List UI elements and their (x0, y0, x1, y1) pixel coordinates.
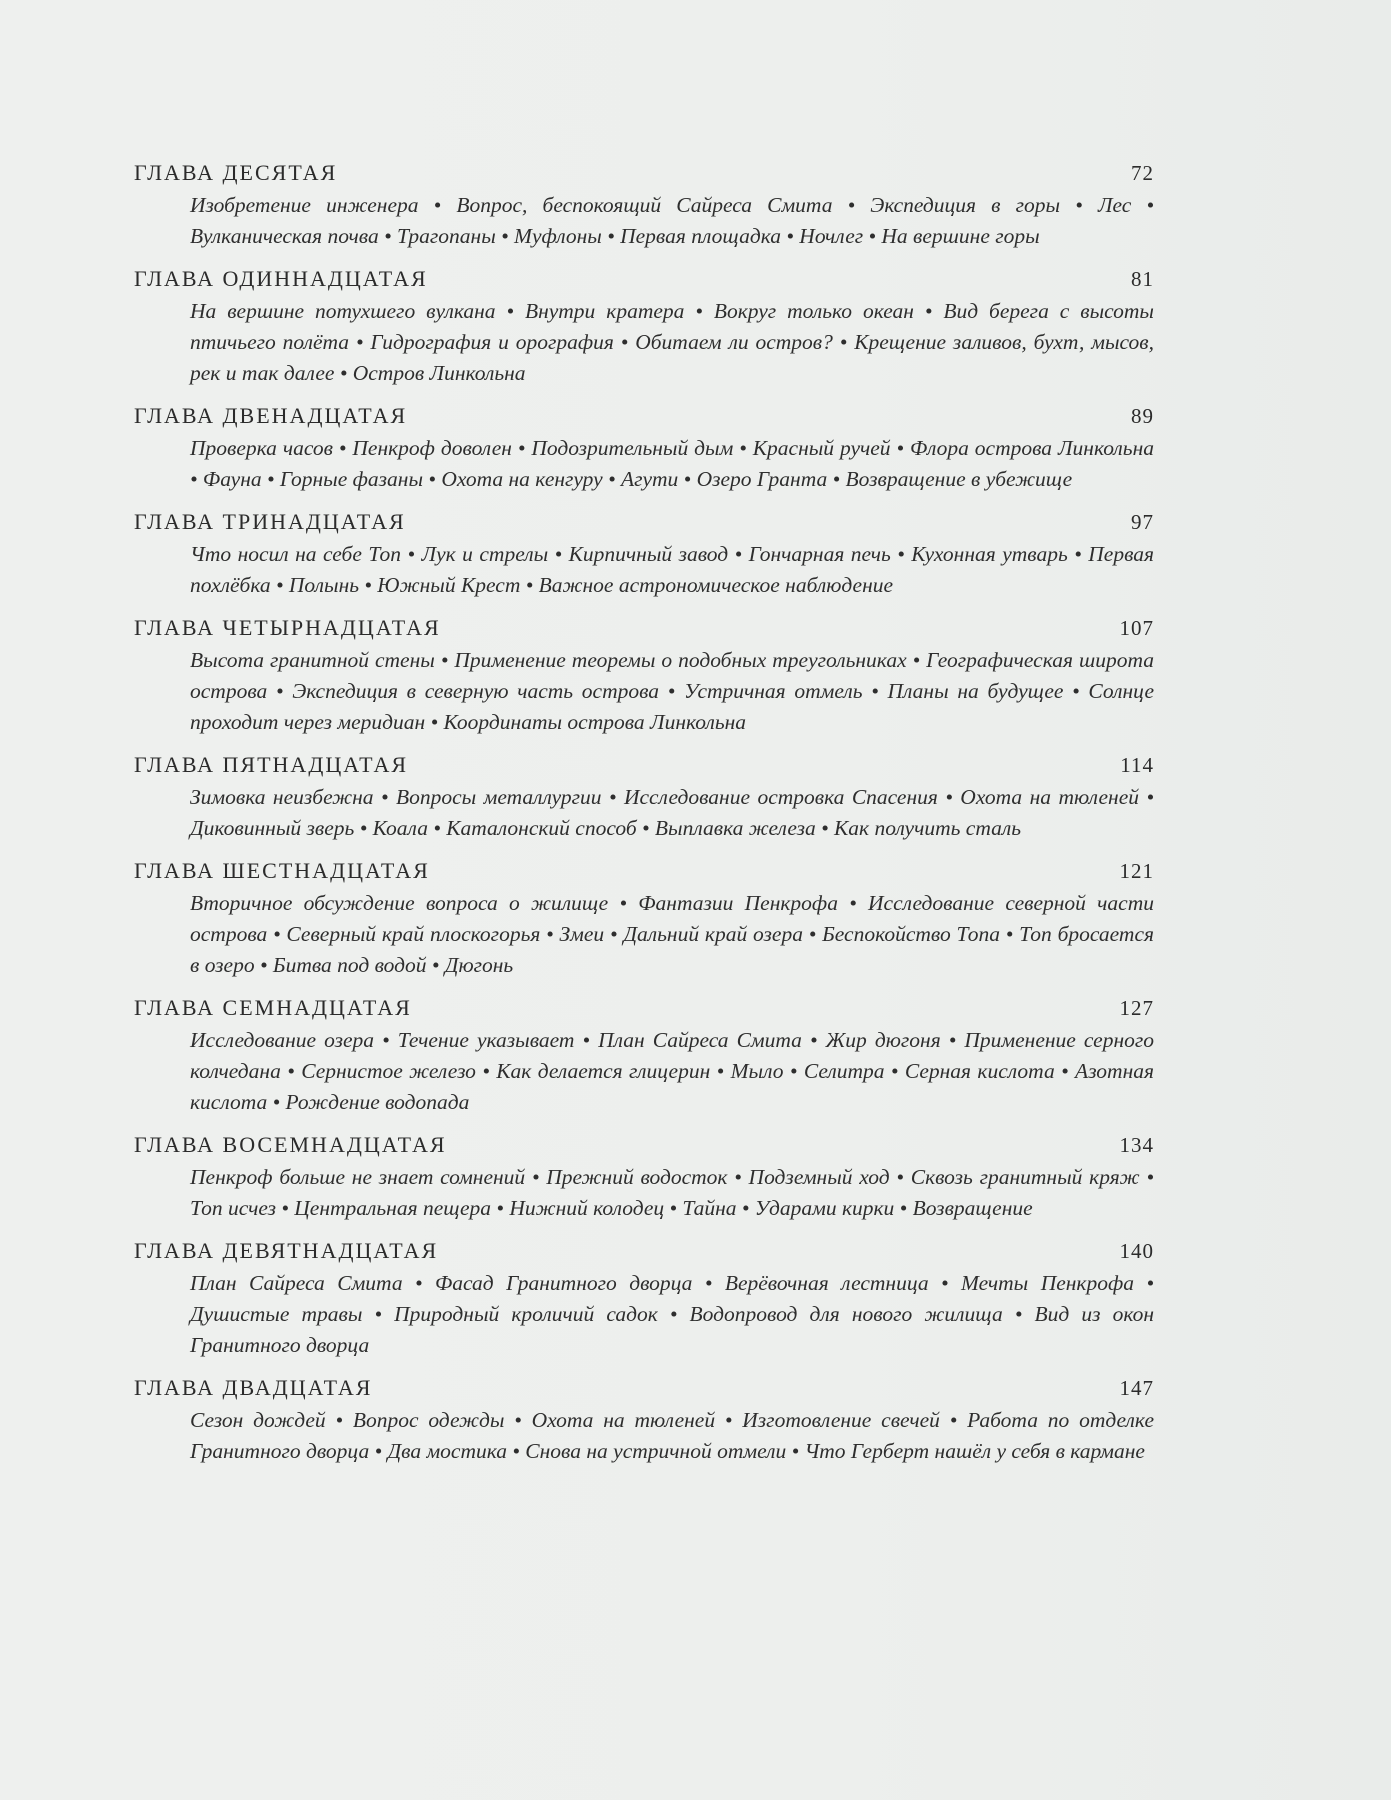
chapter-summary: На вершине потухшего вулкана • Внутри кратера • Вокруг только океан • Вид берега с высоты птичьего полёта • Гидрография и орография • Обитаем ли остров? • Крещение заливов, бухт, мысов, рек и так далее • Остров Линкольна (190, 299, 1154, 385)
chapter-page-number: 121 (1119, 859, 1154, 883)
chapter-page-number: 134 (1119, 1133, 1154, 1157)
chapter-heading (134, 156, 1154, 190)
chapter-summary: Проверка часов • Пенкроф доволен • Подозрительный дым • Красный ручей • Флора острова Линкольна • Фауна • Горные фазаны • Охота на кенгуру • Агути • Озеро Гранта • Возвращение в убежище (190, 436, 1154, 491)
chapter-title: ГЛАВА ДЕСЯТАЯ (134, 160, 338, 185)
chapter-page-number: 140 (1119, 1239, 1154, 1263)
chapter-page-number: 127 (1119, 996, 1154, 1020)
chapter-title: ГЛАВА ОДИННАДЦАТАЯ (134, 266, 428, 291)
chapter-summary: Пенкроф больше не знает сомнений • Прежний водосток • Подземный ход • Сквозь гранитный кряж • Топ исчез • Центральная пещера • Нижний колодец • Тайна • Ударами кирки • Возвращение (190, 1165, 1154, 1220)
chapter-title: ГЛАВА ДВАДЦАТАЯ (134, 1375, 373, 1400)
chapter-entry (134, 1234, 1154, 1365)
chapter-summary: Вторичное обсуждение вопроса о жилище • Фантазии Пенкрофа • Исследование северной части острова • Северный край плоскогорья • Змеи • Дальний край озера • Беспокойство Топа • Топ бросается в озеро • Битва под водой • Дюгонь (190, 891, 1154, 977)
chapter-page-number: 107 (1119, 616, 1154, 640)
chapter-entry (134, 399, 1154, 499)
chapter-heading (134, 611, 1154, 645)
chapter-page-number: 147 (1119, 1376, 1154, 1400)
chapter-summary: Сезон дождей • Вопрос одежды • Охота на тюленей • Изготовление свечей • Работа по отделке Гранитного дворца • Два мостика • Снова на устричной отмели • Что Герберт нашёл у себя в кармане (190, 1408, 1154, 1463)
chapter-heading (134, 748, 1154, 782)
chapter-heading (134, 1371, 1154, 1405)
chapter-title: ГЛАВА ДВЕНАДЦАТАЯ (134, 403, 408, 428)
chapter-title: ГЛАВА ДЕВЯТНАДЦАТАЯ (134, 1238, 439, 1263)
chapter-entry (134, 262, 1154, 393)
chapter-title: ГЛАВА ТРИНАДЦАТАЯ (134, 509, 406, 534)
chapter-entry (134, 611, 1154, 742)
chapter-summary: Зимовка неизбежна • Вопросы металлургии • Исследование островка Спасения • Охота на тюленей • Диковинный зверь • Коала • Каталонский способ • Выплавка железа • Как получить сталь (190, 785, 1154, 840)
chapter-entry (134, 505, 1154, 605)
chapter-summary: План Сайреса Смита • Фасад Гранитного дворца • Верёвочная лестница • Мечты Пенкрофа • Душистые травы • Природный кроличий садок • Водопровод для нового жилища • Вид из окон Гранитного дворца (190, 1271, 1154, 1357)
chapter-page-number: 81 (1131, 267, 1154, 291)
chapter-heading (134, 262, 1154, 296)
chapter-page-number: 89 (1131, 404, 1154, 428)
chapter-entry (134, 156, 1154, 256)
chapter-summary: Изобретение инженера • Вопрос, беспокоящий Сайреса Смита • Экспедиция в горы • Лес • Вулканическая почва • Трагопаны • Муфлоны • Первая площадка • Ночлег • На вершине горы (190, 193, 1154, 248)
chapter-title: ГЛАВА ШЕСТНАДЦАТАЯ (134, 858, 430, 883)
chapter-title: ГЛАВА СЕМНАДЦАТАЯ (134, 995, 412, 1020)
table-of-contents (134, 156, 1154, 1477)
chapter-heading (134, 1234, 1154, 1268)
chapter-page-number: 72 (1131, 161, 1154, 185)
chapter-entry (134, 1371, 1154, 1471)
chapter-heading (134, 991, 1154, 1025)
chapter-heading (134, 399, 1154, 433)
chapter-page-number: 97 (1131, 510, 1154, 534)
chapter-title: ГЛАВА ПЯТНАДЦАТАЯ (134, 752, 409, 777)
chapter-heading (134, 854, 1154, 888)
chapter-heading (134, 1128, 1154, 1162)
chapter-title: ГЛАВА ЧЕТЫРНАДЦАТАЯ (134, 615, 441, 640)
chapter-summary: Что носил на себе Топ • Лук и стрелы • Кирпичный завод • Гончарная печь • Кухонная утварь • Первая похлёбка • Полынь • Южный Крест • Важное астрономическое наблюдение (190, 542, 1154, 597)
chapter-entry (134, 748, 1154, 848)
chapter-title: ГЛАВА ВОСЕМНАДЦАТАЯ (134, 1132, 447, 1157)
chapter-entry (134, 991, 1154, 1122)
chapter-entry (134, 1128, 1154, 1228)
chapter-heading (134, 505, 1154, 539)
chapter-page-number: 114 (1120, 753, 1154, 777)
chapter-summary: Исследование озера • Течение указывает • План Сайреса Смита • Жир дюгоня • Применение серного колчедана • Сернистое железо • Как делается глицерин • Мыло • Селитра • Серная кислота • Азотная кислота • Рождение водопада (190, 1028, 1154, 1114)
chapter-summary: Высота гранитной стены • Применение теоремы о подобных треугольниках • Географическая широта острова • Экспедиция в северную часть острова • Устричная отмель • Планы на будущее • Солнце проходит через меридиан • Координаты острова Линкольна (190, 648, 1154, 734)
chapter-entry (134, 854, 1154, 985)
